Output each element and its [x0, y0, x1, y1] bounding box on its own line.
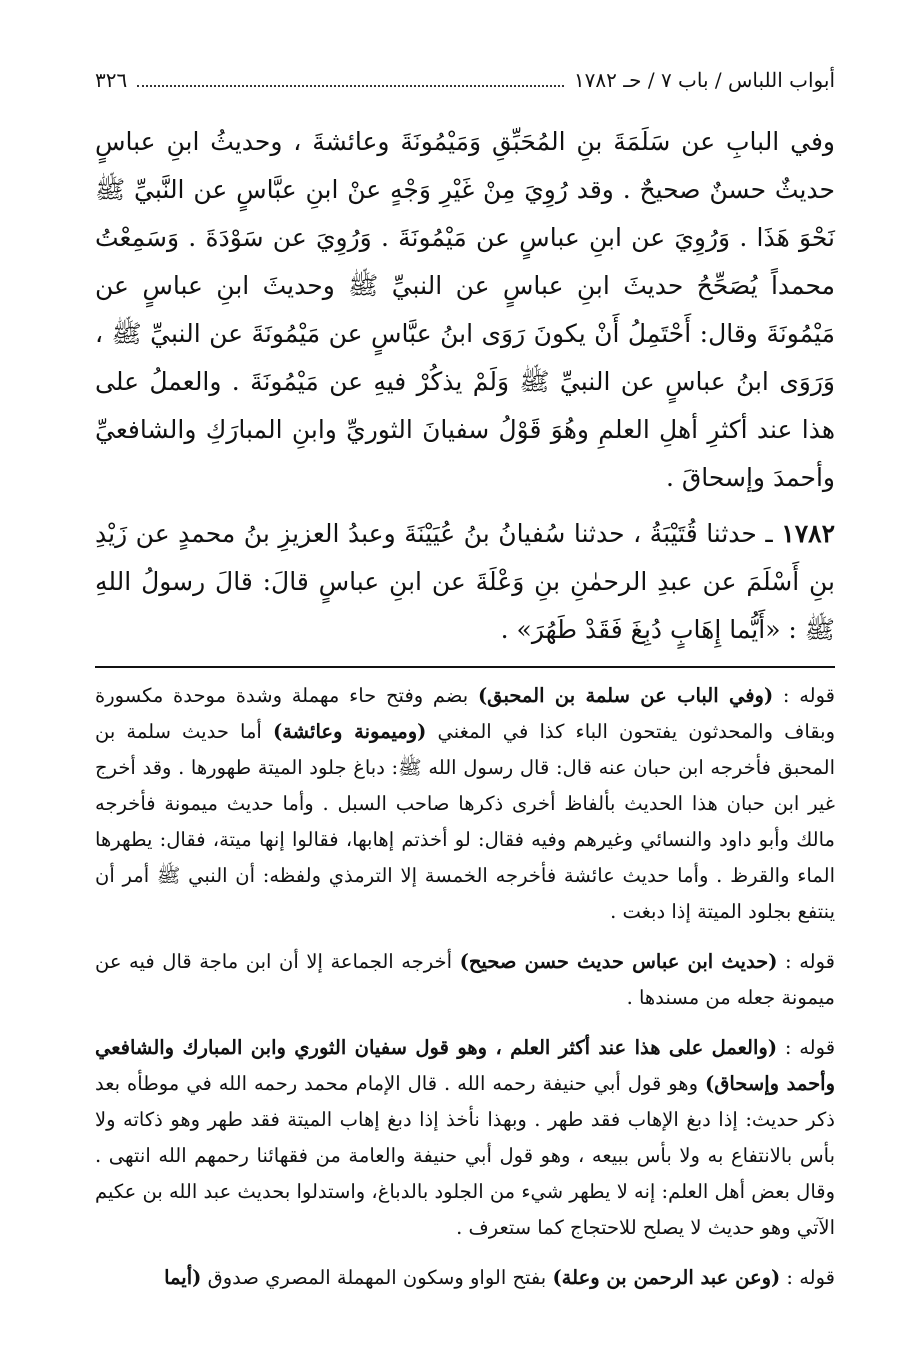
- note-text-2: أما حديث سلمة بن المحبق فأخرجه ابن حبان عنه قال: قال رسول الله ﷺ: دباغ جلود الميتة طهورها . وقد أخرج غير ابن حبان هذا الحديث بألفاظ أخرى ذكرها صاحب السبل . وأما حديث ميمونة فأخرجه مالك وأبو داود والنسائي وغيرهم وفيه فقال: لو أخذتم إهابها، فقالوا إنها ميتة، فقال: يطهرها الماء والقرظ . وأما حديث عائشة فأخرجه الخمسة إلا الترمذي ولفظه: أن النبي ﷺ أمر أن ينتفع بجلود الميتة إذا دبغت .: [95, 720, 835, 923]
- note-3: قوله : (والعمل على هذا عند أكثر العلم ، وهو قول سفيان الثوري وابن المبارك والشافعي وأحمد وإسحاق) وهو قول أبي حنيفة رحمه الله . قال الإمام محمد رحمه الله في موطأه بعد ذكر حديث: إذا دبغ الإهاب فقد طهر . وبهذا نأخذ إذا دبغ إهاب الميتة فقد طهر وهو ذكاته ولا بأس بالانتفاع به ولا بأس ببيعه ، وهو قول أبي حنيفة والعامة من فقهائنا رحمهم الله انتهى . وقال بعض أهل العلم: إنه لا يطهر شيء من الجلود بالدباغ، واستدلوا بحديث عبد الله بن عكيم الآتي وهو حديث لا يصلح للاحتجاج كما ستعرف .: [95, 1036, 836, 1239]
- note-text: أخرجه الجماعة إلا أن ابن ماجة قال فيه عن ميمونة جعله من مسندها .: [95, 950, 835, 1009]
- running-title: أبواب اللباس / باب ٧ / حـ ١٧٨٢: [573, 68, 835, 92]
- main-paragraph-2: [95, 510, 835, 654]
- note-label: قوله: [799, 684, 835, 707]
- note-quote: (حديث ابن عباس حديث حسن صحيح): [459, 950, 778, 973]
- note-quote: (والعمل على هذا عند أكثر العلم ، وهو قول سفيان الثوري وابن المبارك والشافعي وأحمد وإسحاق): [95, 1036, 835, 1095]
- note-label: قوله: [799, 1036, 836, 1059]
- header-dots: [137, 67, 564, 87]
- note-2: قوله : (حديث ابن عباس حديث حسن صحيح) أخرجه الجماعة إلا أن ابن ماجة قال فيه عن ميمونة جعله من مسندها .: [95, 950, 835, 1009]
- note-label: قوله: [799, 950, 835, 973]
- hadith-number: ١٧٨٢: [781, 519, 835, 548]
- note-quote-2: (وميمونة وعائشة): [272, 720, 427, 743]
- main-text: [95, 118, 835, 654]
- page: [95, 60, 835, 1310]
- note-1: قوله : (وفي الباب عن سلمة بن المحبق) بضم وفتح حاء مهملة وشدة موحدة مكسورة وبقاف والمحدثون يفتحون الباء كذا في المغني (وميمونة وعائشة) أما حديث سلمة بن المحبق فأخرجه ابن حبان عنه قال: قال رسول الله ﷺ: دباغ جلود الميتة طهورها . وقد أخرج غير ابن حبان هذا الحديث بألفاظ أخرى ذكرها صاحب السبل . وأما حديث ميمونة فأخرجه مالك وأبو داود والنسائي وغيرهم وفيه فقال: لو أخذتم إهابها، فقالوا إنها ميتة، فقال: يطهرها الماء والقرظ . وأما حديث عائشة فأخرجه الخمسة إلا الترمذي ولفظه: أن النبي ﷺ أمر أن ينتفع بجلود الميتة إذا دبغت .: [95, 684, 835, 923]
- hadith-text: ـ حدثنا قُتَيْبَةُ ، حدثنا سُفيانُ بنُ عُيَيْنَةَ وعبدُ العزيزِ بنُ محمدٍ عن زَيْدِ بنِ أَسْلَمَ عن عبدِ الرحمٰنِ بنِ وَعْلَةَ عن ابنِ عباسٍ قالَ: قالَ رسولُ اللهِ ﷺ : «أَيُّما إِهَابٍ دُبِغَ فَقَدْ طَهُرَ» .: [95, 519, 835, 644]
- commentary: [95, 678, 835, 1296]
- note-quote: (وفي الباب عن سلمة بن المحبق): [477, 684, 774, 707]
- page-header: [95, 60, 835, 100]
- note-text: بفتح الواو وسكون المهملة المصري صدوق: [201, 1266, 553, 1289]
- note-text: وهو قول أبي حنيفة رحمه الله . قال الإمام محمد رحمه الله في موطأه بعد ذكر حديث: إذا دبغ الإهاب فقد طهر . وبهذا نأخذ إذا دبغ إهاب الميتة فقد طهر وهو ذكاته ولا بأس بالانتفاع به ولا بأس ببيعه ، وهو قول أبي حنيفة والعامة من فقهائنا رحمهم الله انتهى . وقال بعض أهل العلم: إنه لا يطهر شيء من الجلود بالدباغ، واستدلوا بحديث عبد الله بن عكيم الآتي وهو حديث لا يصلح للاحتجاج كما ستعرف .: [95, 1072, 835, 1239]
- note-4: قوله : (وعن عبد الرحمن بن وعلة) بفتح الواو وسكون المهملة المصري صدوق (أيما: [164, 1266, 835, 1289]
- note-label: قوله: [799, 1266, 835, 1289]
- separator-rule: [95, 666, 835, 668]
- note-quote-2: (أيما: [164, 1266, 202, 1289]
- note-text: بضم وفتح حاء مهملة وشدة موحدة مكسورة وبقاف والمحدثون يفتحون الباء كذا في المغني: [95, 684, 835, 743]
- main-paragraph-1: وفي البابِ عن سَلَمَةَ بنِ المُحَبِّقِ وَمَيْمُونَةَ وعائشةَ ، وحديثُ ابنِ عباسٍ حديثٌ حسنٌ صحيحٌ . وقد رُوِيَ مِنْ غَيْرِ وَجْهٍ عنْ ابنِ عبَّاسٍ عن النَّبيِّ ﷺ نَحْوَ هَذَا . وَرُوِيَ عن ابنِ عباسٍ عن مَيْمُونَةَ . وَرُوِيَ عن سَوْدَةَ . وَسَمِعْتُ محمداً يُصَحِّحُ حديثَ ابنِ عباسٍ عن النبيِّ ﷺ وحديثَ ابنِ عباسٍ عن مَيْمُونَةَ وقال: أَحْتَمِلُ أَنْ يكونَ رَوَى ابنُ عبَّاسٍ عن مَيْمُونَةَ عن النبيِّ ﷺ ، وَرَوَى ابنُ عباسٍ عن النبيِّ ﷺ وَلَمْ يذكُرْ فيهِ عن مَيْمُونَةَ . والعملُ على هذا عند أكثرِ أهلِ العلمِ وهُوَ قَوْلُ سفيانَ الثوريِّ وابنِ المبارَكِ والشافعيِّ وأحمدَ وإسحاقَ .: [95, 127, 835, 492]
- note-quote: (وعن عبد الرحمن بن وعلة): [552, 1266, 781, 1289]
- page-number: ٣٢٦: [95, 68, 128, 92]
